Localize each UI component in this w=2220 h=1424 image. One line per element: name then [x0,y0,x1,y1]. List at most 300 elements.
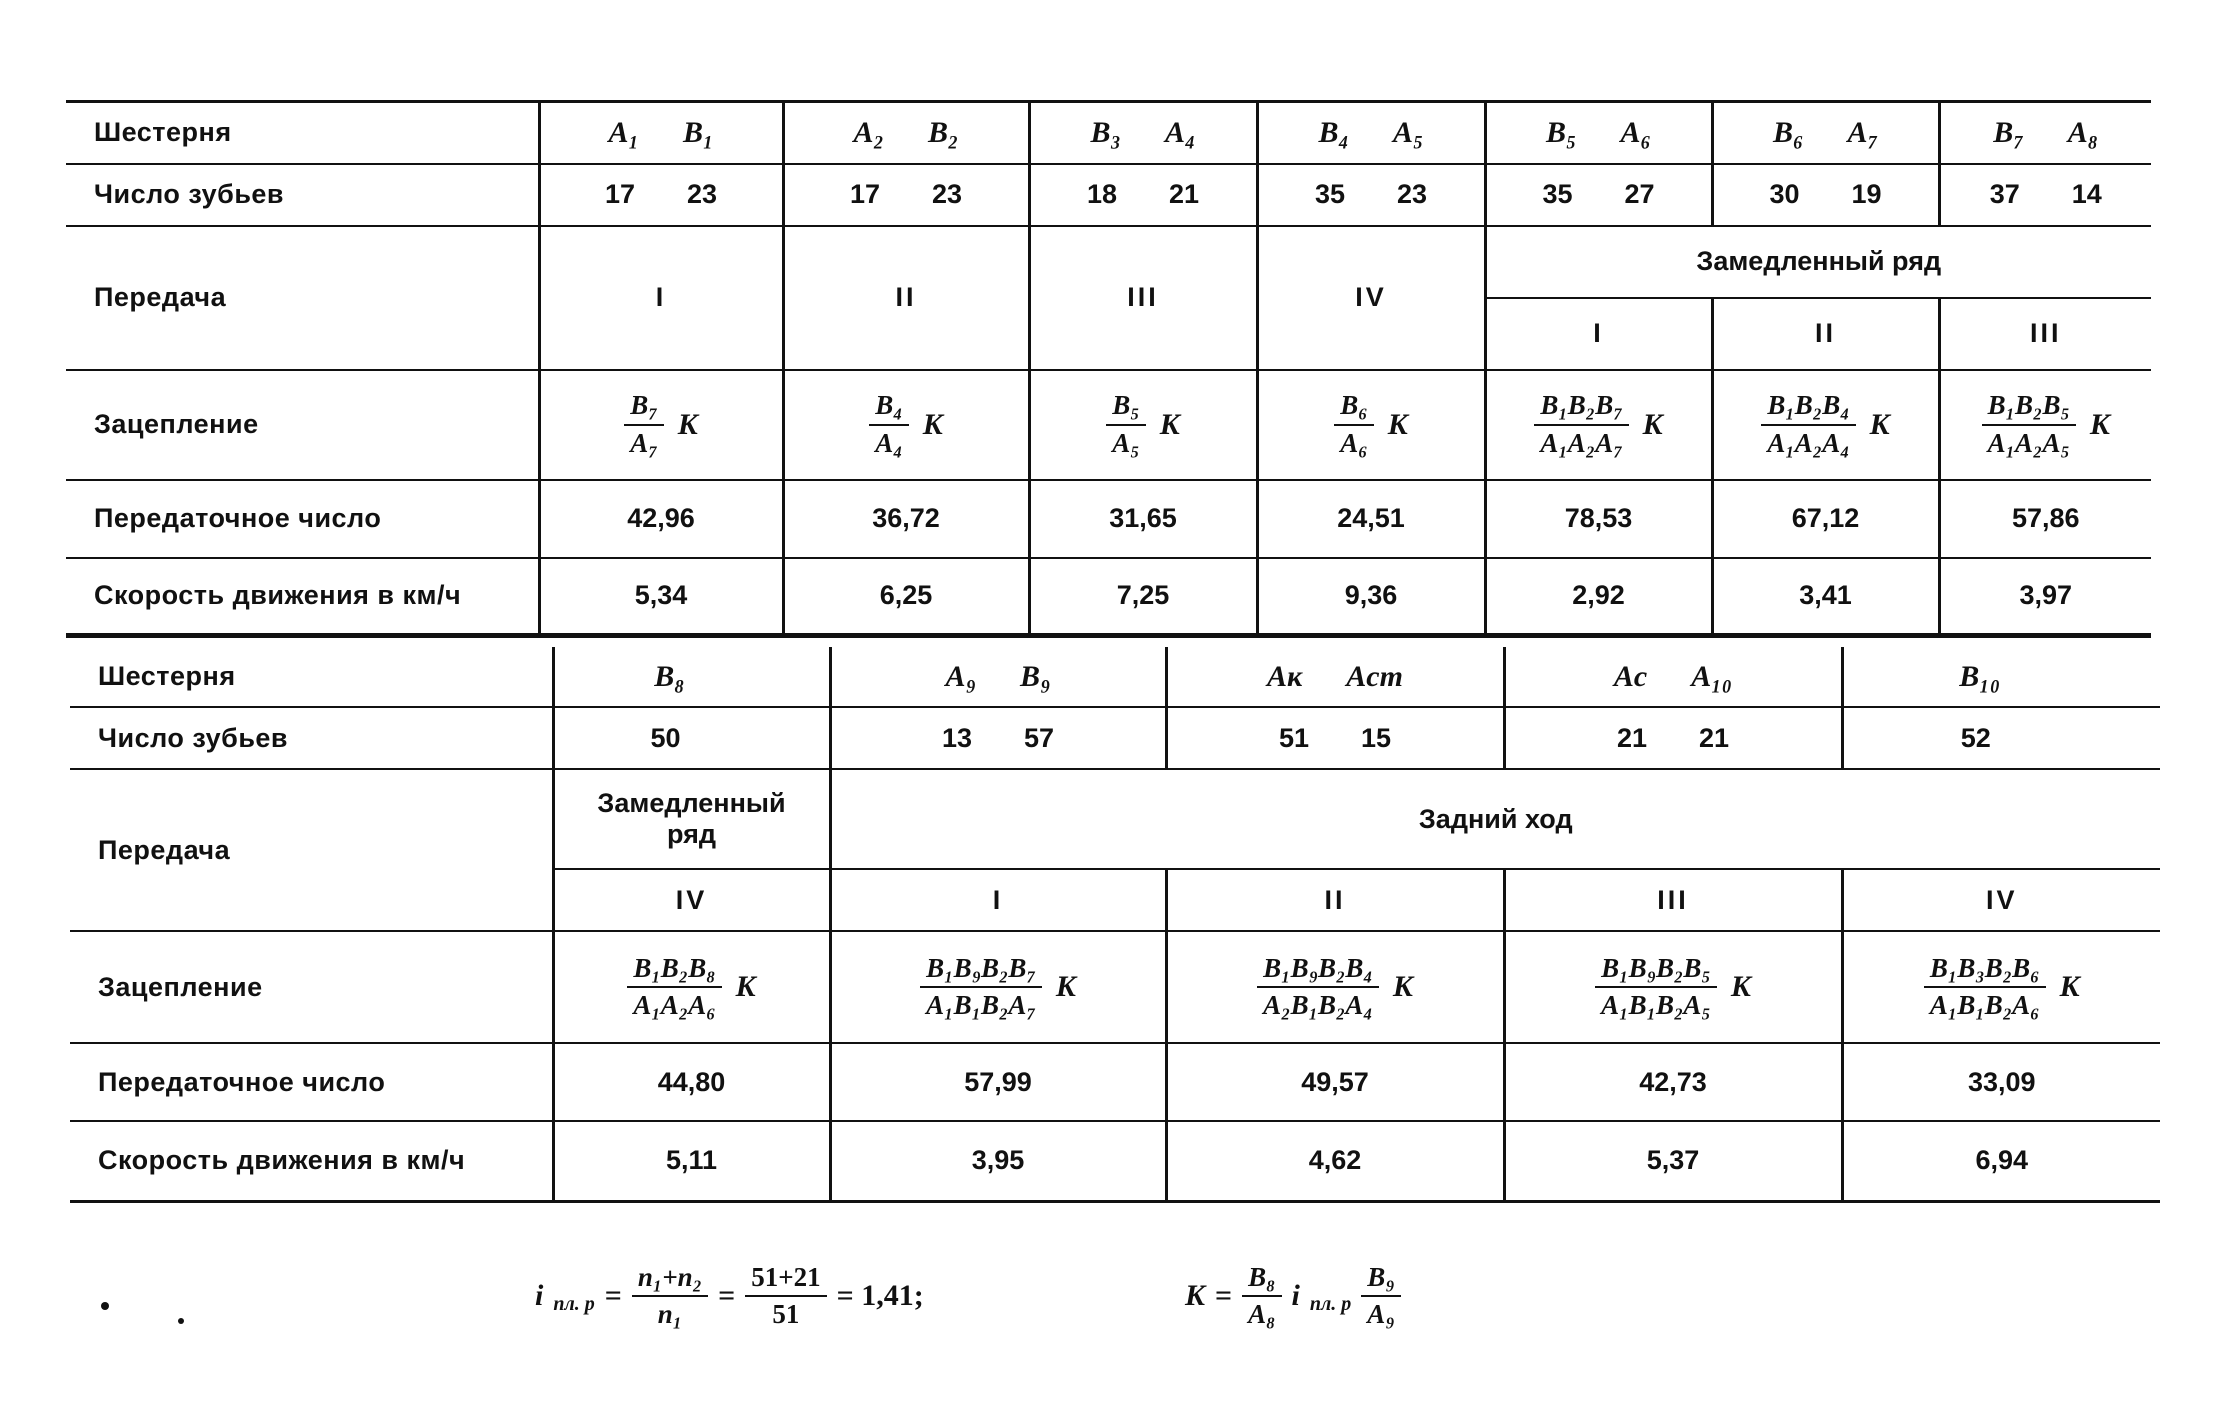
gear-cell [1842,647,2160,707]
speed-value: 7,25 [1116,580,1170,611]
mesh-expression [869,390,942,458]
row-label: Зацепление [94,409,259,439]
mesh-expression [1595,953,1751,1021]
k-factor: K [2089,407,2110,441]
mesh-expression [1257,953,1413,1021]
value-pair [1935,723,2069,753]
mesh-numerator: B₁B₂B₇ [1534,390,1628,425]
ratio-value: I [992,884,1004,915]
mesh-numerator: B₁B₉B₂B₄ [1257,953,1379,988]
speed-cell [1029,558,1257,636]
mesh-fraction [1761,390,1855,458]
value-pair [1964,179,2128,209]
planetary-ratio-formula [535,1262,924,1330]
value-pair [924,660,1073,693]
mesh-fraction [1595,953,1717,1021]
k-factor: K [1869,407,1890,441]
group-title: Замедленный ряд [1696,246,1942,276]
teeth-b: 23 [1397,179,1428,209]
mesh-numerator: B₁B₂B₄ [1761,390,1855,425]
mesh-expression [920,953,1076,1021]
value-pair [624,723,758,753]
value-pair [1516,179,1680,209]
teeth-a: 37 [1989,179,2020,209]
teeth-cell [1166,707,1504,769]
formula-equals: = [718,1279,736,1313]
mesh-denominator: A₁A₂A₅ [1987,427,2070,458]
ratio-value: I [1593,318,1604,348]
teeth-a: 30 [1769,179,1800,209]
gear-cell [1029,102,1257,164]
table-row [70,769,2160,869]
value-pair [1297,116,1446,149]
mesh-denominator: A₁A₂A₆ [633,990,716,1020]
mesh-denominator: A₁A₂A₄ [1767,427,1850,458]
value-pair [632,660,750,693]
slow-range-group [553,769,830,869]
ratio-value: IV [675,884,708,915]
mesh-fraction [627,953,721,1021]
speed-cell [1257,558,1485,636]
ratio-value: IV [1985,884,2018,915]
k-factor: K [1642,407,1663,441]
teeth-cell [1504,707,1842,769]
k-factor: K [1055,970,1076,1003]
formula-fraction [632,1262,708,1330]
gear-cell [1166,647,1504,707]
teeth-cell [1939,164,2151,226]
formula-numerator: n₁+n₂ [632,1262,708,1297]
group-title: Замедленный ряд [597,788,786,849]
gear-ratio-cell [1842,1043,2160,1121]
speed-value: 3,97 [2019,580,2073,611]
gear-cell [1504,647,1842,707]
row-label: Число зубьев [98,722,289,753]
gear-ratio-value: 31,65 [1109,503,1177,533]
row-label: Число зубьев [94,179,285,209]
value-pair [1253,723,1417,753]
table-row [66,480,2151,558]
teeth-a: 50 [650,722,681,753]
value-pair [1592,660,1754,693]
group-title: Задний ход [1418,803,1573,834]
speed-value: 5,34 [634,580,688,611]
gear-cell [1712,102,1939,164]
row-label: Скорость движения в км/ч [98,1145,466,1176]
row-label: Передаточное число [98,1066,386,1097]
formula-denominator: A₉ [1367,1299,1395,1330]
mesh-denominator: A₂B₁B₂A₄ [1263,990,1373,1020]
gear-ratio-cell [1712,480,1939,558]
gear-ratio-cell [1939,480,2151,558]
teeth-cell [783,164,1029,226]
gear-b: Aст [1346,659,1403,693]
value-pair [1971,116,2120,149]
mesh-numerator: B₄ [869,390,908,425]
row-label-gear [66,102,539,164]
gear-ratio-value: 24,51 [1337,503,1405,533]
row-label-ratio [66,226,539,370]
mesh-cell [830,931,1166,1043]
teeth-a: 17 [849,179,880,209]
value-pair [1069,116,1218,149]
gear-ratio-value: 49,57 [1301,1066,1369,1097]
speed-value: 2,92 [1572,580,1625,611]
teeth-cell [1842,707,2160,769]
mesh-numerator: B₁B₃B₂B₆ [1924,953,2046,988]
formula-fraction [1361,1262,1400,1330]
teeth-a: 51 [1278,722,1309,753]
gear-a: B₁₀ [1959,659,2001,693]
ratio-cell [783,226,1029,370]
speed-value: 3,41 [1799,580,1852,611]
value-pair [1061,179,1225,209]
formula-lhs: i [535,1279,544,1313]
mesh-cell [1029,370,1257,480]
mesh-expression [1106,390,1179,458]
mesh-fraction [1257,953,1379,1021]
speed-value: 9,36 [1344,580,1398,611]
speed-cell [539,558,783,636]
table-row [66,558,2151,636]
k-factor: K [677,407,698,441]
gear-ratio-value: 78,53 [1564,503,1633,533]
gear-ratio-cell [830,1043,1166,1121]
ratio-value: II [1814,318,1836,348]
mesh-numerator: B₅ [1106,390,1145,425]
value-pair [832,116,981,149]
ratio-cell [1029,226,1257,370]
teeth-cell [1485,164,1712,226]
ratio-cell [539,226,783,370]
row-label-teeth [70,707,553,769]
value-pair [1743,179,1907,209]
value-pair [1245,660,1425,693]
gear-b: B₁ [683,115,714,149]
mesh-denominator: A₁A₂A₇ [1540,427,1623,458]
gear-ratio-cell [1029,480,1257,558]
row-label-speed [70,1121,553,1201]
table-row [66,164,2151,226]
mesh-denominator: A₁B₁B₂A₆ [1929,990,2040,1020]
gear-cell [830,647,1166,707]
gear-a: B₄ [1318,115,1349,149]
speed-cell [1504,1121,1842,1201]
row-label: Передача [98,834,231,865]
mesh-expression [1334,390,1407,458]
gear-ratio-cell [783,480,1029,558]
teeth-cell [1257,164,1485,226]
speed-value: 3,95 [971,1145,1025,1176]
teeth-a: 52 [1960,722,1991,753]
value-pair [1937,660,2066,693]
mesh-fraction [1106,390,1145,458]
ratio-cell [830,869,1166,931]
formula-numerator: B₉ [1361,1262,1400,1297]
gear-table-slow-reverse [70,647,2160,1203]
teeth-cell [1029,164,1257,226]
teeth-a: 17 [604,179,635,209]
mesh-denominator: A₁B₁B₂A₅ [1601,990,1711,1020]
row-label-gear [70,647,553,707]
mesh-denominator: A₆ [1340,427,1368,458]
value-pair [1751,116,1900,149]
speed-value: 5,11 [665,1145,718,1176]
mesh-expression [1534,390,1662,458]
row-label: Зацепление [98,971,263,1002]
gear-ratio-value: 42,96 [627,503,695,533]
speed-value: 4,62 [1308,1145,1362,1176]
teeth-a: 35 [1314,179,1345,209]
value-pair [587,116,736,149]
formula-fraction [1242,1262,1281,1330]
formula-result: = 1,41; [836,1279,924,1313]
ratio-cell [1166,869,1504,931]
mesh-cell [1257,370,1485,480]
mesh-cell [539,370,783,480]
formula-denominator: n₁ [657,1299,683,1330]
speed-value: 5,37 [1646,1145,1700,1176]
speed-cell [1166,1121,1504,1201]
formula-lhs: K [1185,1279,1206,1313]
ratio-cell [1257,226,1485,370]
table-row [70,647,2160,707]
gear-ratio-value: 44,80 [657,1066,726,1097]
ratio-cell [1485,298,1712,370]
value-pair [1289,179,1453,209]
row-label: Скорость движения в км/ч [94,580,462,611]
table-row [70,707,2160,769]
mesh-cell [1712,370,1939,480]
mesh-cell [1842,931,2160,1043]
teeth-cell [539,164,783,226]
speed-value: 6,25 [879,580,933,611]
gear-b: A₄ [1165,115,1196,149]
gear-cell [1485,102,1712,164]
k-coefficient-formula [1185,1262,1401,1330]
formula-numerator: B₈ [1242,1262,1281,1297]
ratio-value: III [1657,884,1689,915]
mesh-numerator: B₇ [624,390,663,425]
mesh-denominator: A₄ [875,427,903,458]
ratio-value: IV [1355,282,1387,312]
teeth-b: 27 [1624,179,1655,209]
mesh-expression [627,953,755,1021]
speed-cell [553,1121,830,1201]
teeth-b: 57 [1024,722,1055,753]
mesh-numerator: B₁B₂B₈ [627,953,721,988]
gear-cell [539,102,783,164]
gear-ratio-value: 36,72 [872,503,940,533]
mesh-cell [1485,370,1712,480]
teeth-cell [1712,164,1939,226]
table-row [66,102,2151,164]
row-label: Передача [94,282,227,312]
ratio-cell [1504,869,1842,931]
gear-b: B₂ [928,115,959,149]
mesh-expression [1982,390,2110,458]
teeth-cell [553,707,830,769]
gear-ratio-cell [1166,1043,1504,1121]
mesh-fraction [624,390,663,458]
table-row [66,370,2151,480]
mesh-denominator: A₁B₁B₂A₇ [926,990,1036,1020]
ratio-value: III [2029,318,2062,348]
gear-table-forward [66,100,2151,638]
teeth-a: 35 [1542,179,1573,209]
mesh-numerator: B₆ [1334,390,1373,425]
table-row [70,1043,2160,1121]
formula-mid-subscript: пл. р [1309,1292,1352,1315]
teeth-b: 21 [1699,722,1730,753]
teeth-b: 23 [687,179,718,209]
mesh-cell [783,370,1029,480]
table-row [70,931,2160,1043]
gear-a: B₆ [1773,115,1804,149]
speck-mark [178,1318,184,1324]
teeth-a: 21 [1616,722,1647,753]
gear-ratio-value: 57,86 [2011,503,2080,533]
speed-cell [1712,558,1939,636]
mesh-fraction [920,953,1042,1021]
row-label-speed [66,558,539,636]
mesh-cell [1504,931,1842,1043]
gear-ratio-cell [1504,1043,1842,1121]
row-label-mesh [70,931,553,1043]
ratio-value: II [895,282,917,312]
gear-a: A₉ [945,659,976,693]
gear-ratio-value: 57,99 [964,1066,1032,1097]
speed-cell [1939,558,2151,636]
gear-ratio-cell [1485,480,1712,558]
row-label: Шестерня [94,117,232,148]
gear-b: A₁₀ [1691,659,1733,693]
gear-ratio-cell [539,480,783,558]
ratio-cell [1842,869,2160,931]
k-factor: K [1392,970,1413,1003]
value-pair [579,179,743,209]
gear-a: B₈ [654,659,685,693]
speed-value: 6,94 [1975,1145,2029,1176]
formula-equals: = [604,1279,622,1313]
mesh-denominator: A₇ [630,427,658,458]
gear-a: Aс [1613,659,1648,693]
row-label: Шестерня [98,661,236,691]
mesh-fraction [1534,390,1628,458]
formula-fraction-numeric [745,1262,826,1330]
gear-a: B₅ [1546,115,1577,149]
gear-cell [1257,102,1485,164]
formula-lhs-subscript: пл. р [553,1292,595,1315]
k-factor: K [2059,970,2080,1003]
table-row [66,226,2151,298]
row-label: Передаточное число [94,503,382,533]
teeth-b: 15 [1361,722,1392,753]
mesh-denominator: A₅ [1112,427,1140,458]
ratio-value: I [655,282,667,312]
mesh-numerator: B₁B₉B₂B₅ [1595,953,1717,988]
mesh-fraction [1334,390,1373,458]
gear-ratio-value: 67,12 [1791,503,1860,533]
speed-cell [1842,1121,2160,1201]
value-pair [1524,116,1673,149]
teeth-b: 23 [932,179,963,209]
teeth-a: 13 [941,722,972,753]
mesh-expression [624,390,697,458]
table-row [70,1121,2160,1201]
row-label-gear-ratio [70,1043,553,1121]
gear-ratio-cell [1257,480,1485,558]
gear-a: A₂ [853,115,884,149]
row-label-ratio [70,769,553,931]
gear-b: A₆ [1620,115,1651,149]
formula-equals: = [1215,1279,1233,1313]
mesh-expression [1761,390,1889,458]
ratio-cell [1712,298,1939,370]
speck-mark [101,1302,109,1310]
teeth-b: 14 [2071,179,2102,209]
mesh-numerator: B₁B₂B₅ [1982,390,2076,425]
formula-numerator: 51+21 [745,1262,826,1297]
gear-ratio-cell [553,1043,830,1121]
value-pair [916,723,1080,753]
gear-b: A₈ [2067,115,2099,149]
ratio-cell [1939,298,2151,370]
k-factor: K [1387,407,1408,441]
k-factor: K [735,970,756,1003]
gear-cell [553,647,830,707]
mesh-expression [1924,953,2080,1021]
gear-a: A₁ [608,115,639,149]
gear-a: Aк [1267,659,1303,693]
k-factor: K [1730,970,1751,1003]
formula-denominator: 51 [772,1299,800,1330]
mesh-fraction [1924,953,2046,1021]
row-label-teeth [66,164,539,226]
gear-ratio-value: 42,73 [1639,1066,1707,1097]
gear-cell [783,102,1029,164]
speed-cell [1485,558,1712,636]
formula-denominator: A₈ [1248,1299,1276,1330]
value-pair [1591,723,1755,753]
mesh-cell [553,931,830,1043]
gear-b: A₅ [1393,115,1424,149]
reverse-group [830,769,2160,869]
gear-a: B₇ [1993,115,2024,149]
teeth-cell [830,707,1166,769]
row-label-gear-ratio [66,480,539,558]
mesh-fraction [1982,390,2076,458]
gear-cell [1939,102,2151,164]
k-factor: K [1159,407,1180,441]
speed-cell [830,1121,1166,1201]
k-factor: K [922,407,943,441]
speed-cell [783,558,1029,636]
gear-a: B₃ [1090,115,1121,149]
value-pair [824,179,988,209]
teeth-b: 19 [1851,179,1882,209]
gear-b: A₇ [1847,115,1878,149]
formula-mid: i [1291,1279,1300,1313]
gear-ratio-value: 33,09 [1967,1066,2036,1097]
teeth-a: 18 [1086,179,1117,209]
mesh-cell [1939,370,2151,480]
gear-b: B₉ [1020,659,1051,693]
mesh-numerator: B₁B₉B₂B₇ [920,953,1042,988]
mesh-cell [1166,931,1504,1043]
teeth-b: 21 [1169,179,1200,209]
mesh-fraction [869,390,908,458]
